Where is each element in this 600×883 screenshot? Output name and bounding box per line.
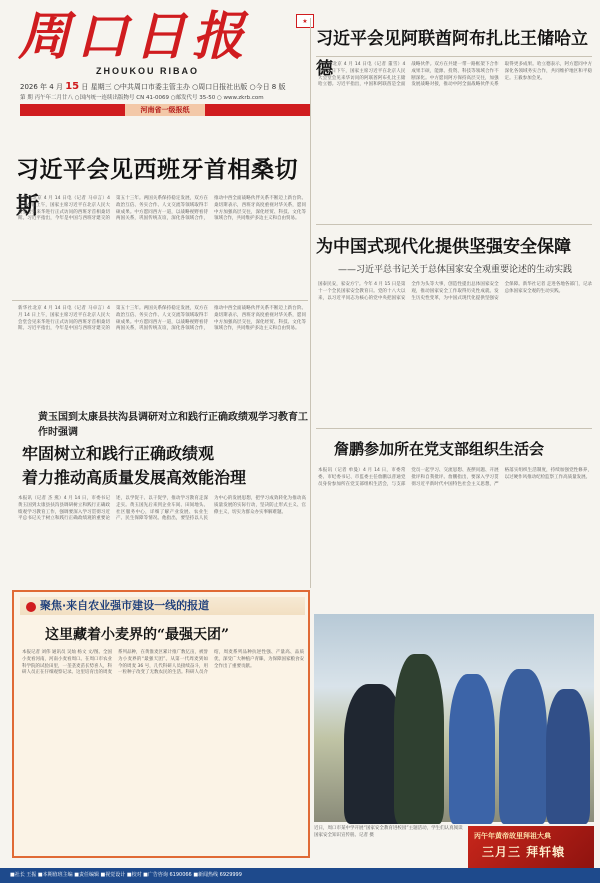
feature-banner: 聚焦·来自农业强市建设一线的报道	[20, 597, 305, 615]
photo-person	[449, 674, 495, 824]
article-body-laogu: 本报讯（记者 杰 燕）4 月 14 日，市委书记黄玉国到太康县扶沟县调研树立和践行正确政绩观学习教育工作，强调要深入学习贯彻习近平总书记关于树立和践行正确政绩观的重要论述，以学促干、以干促学，推动学习教育走深走实。黄玉国先后来到企业车间、田间地头、社区服务中心，详细了解产业发展、农业生产、民生保障等情况。他指出，要坚持以人民为中心的发展思想，把学习成效转化为推动高质量发展的实际行动，坚决防止形式主义、官僚主义，切实为群众办实事解难题。	[18, 496, 306, 522]
headline-xi-uae: 习近平会见阿联酋阿布扎比王储哈立德	[316, 29, 588, 79]
news-photo	[314, 614, 594, 822]
issue-info: 第 期 丙午年二月廿八 ○国内统一连续出版物号 CN 41-0069 ○邮发代号 35-50 ○ www.zkrb.com	[20, 95, 264, 101]
photo-person	[499, 669, 547, 824]
article-body-xi-spain-cont: 新华社北京 4 月 14 日电（记者 马卓言）4 月 14 日上午，国家主席习近平在北京人民大会堂会见来华进行正式访问的西班牙首相桑切斯。习近平指出，今年是中国与西班牙建交的第五十三年。两国关系保持稳定发展，双方在政治互信、务实合作、人文交流等领域取得丰硕成果。中方愿同西方一道，以战略视野看待两国关系，巩固传统友谊，深化各领域合作，推动中西全面战略伙伴关系不断迈上新台阶。桑切斯表示，西班牙高度重视对华关系，愿同中方加强高层交往，深化经贸、科技、文化等领域合作，共同维护多边主义和自由贸易。	[18, 306, 306, 332]
kicker-huang: 黄玉国到太康县扶沟县调研对立和践行正确政绩观学习教育工作时强调	[38, 412, 308, 438]
photo-person	[394, 654, 444, 824]
top-badge-icon: ★	[296, 14, 314, 28]
divider	[12, 300, 308, 301]
headline-laogu-2: 着力推动高质量发展高效能治理	[22, 468, 247, 487]
divider	[316, 224, 592, 225]
headline-zhan-peng: 詹鹏参加所在党支部组织生活会	[334, 440, 545, 458]
article-body-feature: 本报记者 刘伟 通讯员 吴灿 杨文 文/图。全国小麦看河南，河南小麦看周口。在周口市农业科学院的试验田里，一垄垄麦苗长势喜人，科研人员正在仔细观察记录。这里培育出的周麦系列品种，在黄淮麦区累计推广数亿亩，被誉为小麦界的“最强天团”。从第一代周麦到如今的周麦 36 号，几代科研人员接续奋斗，用一粒种子改变了无数农民的生活。科研人员介绍，周麦系列品种抗逆性强、产量高、品质优，深受广大种植户青睐，为保障国家粮食安全作出了重要贡献。	[22, 650, 304, 676]
footer-bar: ■社长 王振 ■本期值班主编 ■责任编辑 ■视觉设计 ■校对 ■广告咨询 6190066 ■新闻热线 6929999	[0, 868, 600, 883]
column-divider	[310, 18, 311, 588]
divider	[316, 56, 592, 57]
article-body-xi-spain: 新华社北京 4 月 14 日电（记者 马卓言）4 月 14 日上午，国家主席习近平在北京人民大会堂会见来华进行正式访问的西班牙首相桑切斯。习近平指出，今年是中国与西班牙建交的第五十三年。两国关系保持稳定发展，双方在政治互信、务实合作、人文交流等领域取得丰硕成果。中方愿同西方一道，以战略视野看待两国关系，巩固传统友谊，深化各领域合作，推动中西全面战略伙伴关系不断迈上新台阶。桑切斯表示，西班牙高度重视对华关系，愿同中方加强高层交往，深化经贸、科技、文化等领域合作，共同维护多边主义和自由贸易。	[18, 196, 306, 222]
newspaper-logo: 周口日报	[18, 6, 251, 67]
newspaper-pinyin: ZHOUKOU RIBAO	[96, 66, 199, 76]
dateline: 2026 年 4 月 15 日 星期三 ○中共周口市委主管主办 ○周口日报社出版 ○今日 8 版	[20, 81, 286, 92]
divider	[316, 428, 592, 429]
article-body-xi-uae: 新华社北京 4 月 14 日电（记者 董雪）4 月 14 日下午，国家主席习近平在北京人民大会堂会见来华访问的阿联酋阿布扎比王储哈立德。习近平指出，中国和阿联酋是全面战略伙伴。双方在共建一带一路框架下合作成果丰硕，能源、投资、科技等领域合作不断深化。中方愿同阿方保持高层交往，加强发展战略对接，推动中阿全面战略伙伴关系取得更多成果。哈立德表示，阿方愿同中方深化各领域务实合作，共同维护地区和平稳定。王毅参加会见。	[318, 62, 592, 88]
photo-caption: 近日，周口市某中学开展“国家安全教育进校园”主题活动，学生们认真阅读国家安全知识宣传册。记者 摄	[314, 826, 463, 838]
date-day: 15	[65, 81, 80, 92]
ad-line-2: 三月三 拜轩辕	[482, 845, 566, 859]
photo-person	[546, 689, 590, 824]
headline-laogu-1: 牢固树立和践行正确政绩观	[22, 444, 215, 463]
headline-feature: 这里藏着小麦界的“最强天团”	[45, 627, 230, 643]
subheadline-security: ——习近平总书记关于总体国家安全观重要论述的生动实践	[338, 265, 573, 275]
headline-xi-spain: 习近平会见西班牙首相桑切斯	[16, 156, 298, 219]
feature-dot-icon	[26, 602, 36, 612]
article-body-security: 国泰民安，家安方宁。今年 4 月 15 日是第十一个全民国家安全教育日。党的十八大以来，以习近平同志为核心的党中央把国家安全作为头等大事，创造性提出总体国家安全观，推动国家安全工作取得历史性成就、发生历史性变革，为中国式现代化提供坚强安全保障。新华社记者 走进各地各部门，记录总体国家安全观的生动实践。	[318, 282, 592, 301]
headline-security: 为中国式现代化提供坚强安全保障	[316, 237, 571, 257]
ad-line-1: 丙午年黄帝故里拜祖大典	[474, 832, 551, 840]
section-label: 河南省一级报纸	[125, 104, 205, 116]
article-body-zhan-peng: 本报讯（记者 单曼）4 月 14 日，市委常委、市纪委书记、市监委主任詹鹏以普通党员身份参加所在党支部组织生活会，与支部党员一起学习、交流思想、查摆问题、开展批评和自我批评。詹鹏指出，要深入学习贯彻习近平新时代中国特色社会主义思想，严格落实组织生活制度，持续加强党性修养，以过硬作风推动纪检监察工作高质量发展。	[318, 468, 592, 487]
